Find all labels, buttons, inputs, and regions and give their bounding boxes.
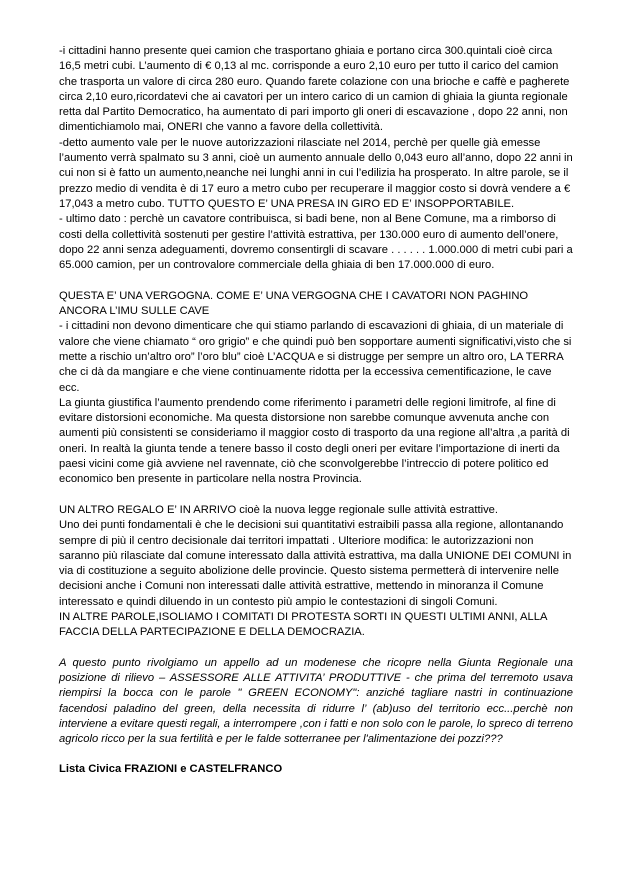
paragraph-giunta-giustifica: La giunta giustifica l’aumento prendendo come riferimento i parametri delle regioni limitrofe, al fine di evitare distorsioni economiche. Ma questa distorsione non sarebbe comunque avvenuta anche con aumenti più consistenti se consideriamo il maggior costo di trasporto da una regione all’altra ,a parità di oneri. In realtà la giunta tende a tenere basso il costo degli oneri per evitare l’importazione di inerti da paesi vicini come già avviene nel ravennate, ciò che sconvolgerebbe l’intreccio di potere politico ed economico ben presente in particolare nella nostra Provincia. (59, 396, 570, 486)
paragraph-altre-parole: IN ALTRE PAROLE,ISOLIAMO I COMITATI DI PROTESTA SORTI IN QUESTI ULTIMI ANNI, ALLA FACCIA DELLA PARTECIPAZIONE E DELLA DEMOCRAZIA. (59, 610, 547, 639)
paragraph-legge-regionale: Uno dei punti fondamentali è che le decisioni sui quantitativi estraibili passa alla regione, allontanando sempre di più il centro decisionale dai territori impattati . Ulteriore modifica: le autorizzazioni non saranno più rilasciate dal comune interessato dalla attività estrattiva, ma dalla UNIONE DEI COMUNI in via di costituzione a seguito abolizione delle provincie. Questo sistema permetterà di intervenire nelle decisioni anche i Comuni non interessati dalle attività estrattive, mettendo in minoranza il Comune interessato e quindi diluendo in un contesto più ampio le contestazioni di singoli Comuni. (59, 519, 572, 608)
paragraph-appello: A questo punto rivolgiamo un appello ad un modenese che ricopre nella Giunta Regionale una posizione di rilievo – ASSESSORE ALLE ATTIVITA’ PRODUTTIVE - che prima del terremoto usava riempirsi la bocca con le parole " GREEN ECONOMY": anziché tagliare nastri in continuazione facendosi paladino del green, della necessita di ridurre l’ (ab)uso del territorio ecc...perchè non interviene a evitare questi regali, a interrompere ,con i fatti e non solo con le parole, lo spreco di terreno agricolo ricco per la sua fertilità e per le falde sotterranee per l'alimentazione dei pozzi??? (59, 656, 573, 746)
spacer (59, 641, 573, 656)
spacer (59, 488, 573, 503)
heading-vergogna: QUESTA E’ UNA VERGOGNA. COME E’ UNA VERGOGNA CHE I CAVATORI NON PAGHINO ANCORA L’IMU SULLE CAVE (59, 289, 529, 318)
paragraph-oro-grigio: - i cittadini non devono dimenticare che qui stiamo parlando di escavazioni di ghiaia, di un materiale di valore che viene chiamato “ oro grigio” e che quindi può ben sopportare aumenti significativi,visto che si mette a rischio un’altro oro” l’oro blu” cioè L’ACQUA e si distrugge per sempre un altro oro, LA TERRA che ci dà da mangiare e che viene continuamente ridotta per la eccessiva cementificazione, le cave ecc. (59, 320, 572, 394)
heading-altro-regalo: UN ALTRO REGALO E’ IN ARRIVO cioè la nuova legge regionale sulle attività estrattive. (59, 503, 498, 516)
signature: Lista Civica FRAZIONI e CASTELFRANCO (59, 762, 283, 775)
paragraph-camion-ghiaia: -i cittadini hanno presente quei camion che trasportano ghiaia e portano circa 300.quintali cioè circa 16,5 metri cubi. L’aumento di € 0,13 al mc. corrisponde a euro 2,10 euro per tutto il carico del camion che trasporta un valore di circa 280 euro. Quando farete colazione con una brioche e caffè e pagherete circa 2,10 euro,ricordatevi che ai cavatori per un intero carico di un camion di ghiaia la giunta regionale retta dal Partito Democratico, ha aumentato di pari importo gli oneri di escavazione , dopo 22 anni, non dimentichiamolo mai, ONERI che vanno a favore della collettività. (59, 45, 570, 134)
spacer (59, 273, 573, 288)
paragraph-aumento-2014: -detto aumento vale per le nuove autorizzazioni rilasciate nel 2014, perchè per quelle già emesse l’aumento verrà spalmato su 3 anni, cioè un aumento annuale dello 0,043 euro all’anno, dopo 22 anni in cui non si è fatto un aumento,neanche nei lunghi anni in cui l’edilizia ha prosperato. In altre parole, se il prezzo medio di vendita è di 17 euro a metro cubo per recuperare il maggior costo si dovrà vendere a € 17,043 a metro cubo. TUTTO QUESTO E’ UNA PRESA IN GIRO ED E’ INSOPPORTABILE. (59, 136, 573, 210)
document-page (59, 44, 573, 777)
paragraph-ultimo-dato: - ultimo dato : perchè un cavatore contribuisca, si badi bene, non al Bene Comune, ma a rimborso di costi della collettività sostenuti per gestire l’attività estrattiva, per 130.000 euro di aumento dell’onere, dopo 22 anni senza adeguamenti, dovremo consentirgli di scavare . . . . . . 1.000.000 di metri cubi pari a 65.000 camion, per un controvalore commerciale della ghiaia di ben 17.000.000 di euro. (59, 213, 573, 272)
